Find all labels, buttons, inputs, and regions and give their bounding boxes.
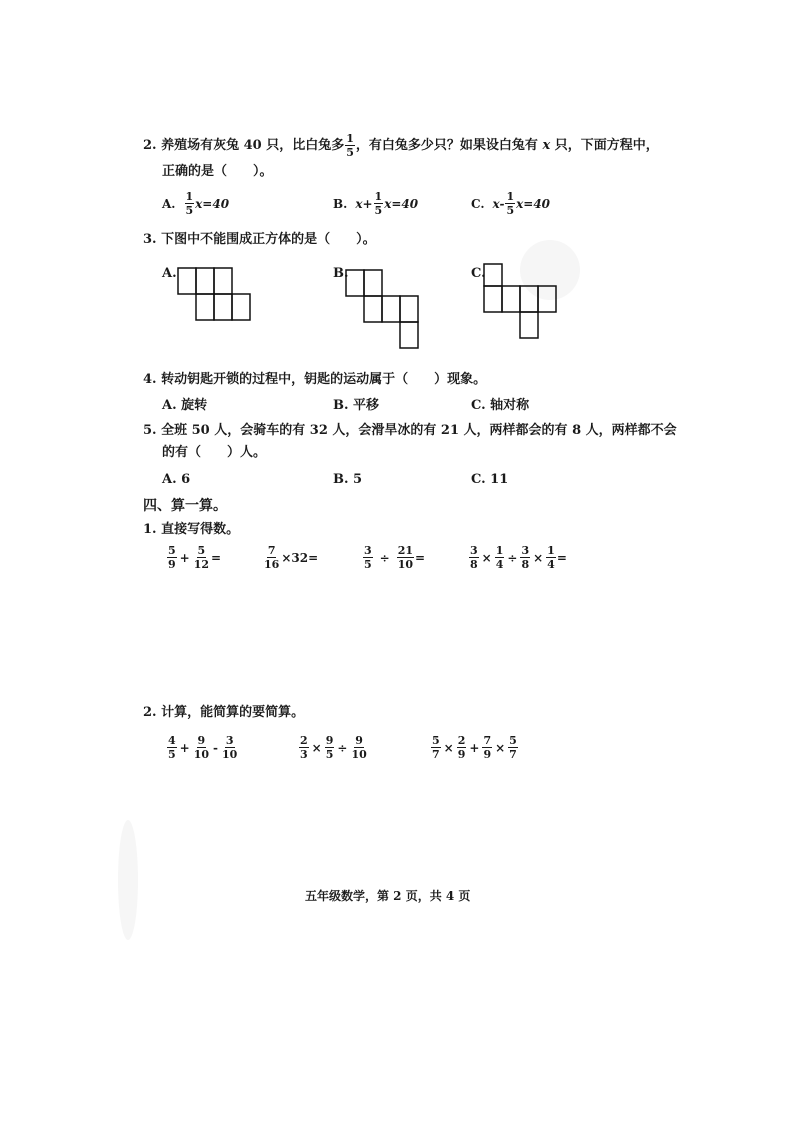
scan-smudge	[118, 820, 138, 940]
question-number: 4.	[143, 372, 157, 387]
direct-expr-2: $\frac{7}{16}$ ×32=	[264, 544, 319, 571]
subsection-1-title: 1. 直接写得数。	[143, 522, 240, 537]
q4-option-b[interactable]: B. 平移	[333, 398, 380, 413]
question-5-line1	[143, 421, 677, 441]
section-title: 四、算一算。	[143, 498, 227, 514]
calc-expr-2: $\frac{2}{3}$ × $\frac{9}{5}$ ÷ $\frac{9}{10}$	[300, 734, 367, 761]
question-4	[143, 370, 486, 390]
question-text: 只，下面方程中，	[554, 138, 659, 153]
question-5-line2: 的有（ ）人。	[162, 445, 267, 460]
question-text: 养殖场有灰兔 40 只，比白兔多	[161, 138, 345, 153]
question-2-line2: 正确的是（ ）。	[162, 164, 273, 179]
q4-option-c[interactable]: C. 轴对称	[471, 398, 530, 413]
q2-option-b[interactable]: B. x+ $\frac{1}{5}$ x=40	[333, 190, 419, 217]
q2-option-a[interactable]: A. $\frac{1}{5}$ x=40	[162, 190, 230, 217]
question-text: 转动钥匙开锁的过程中，钥匙的运动属于（ ）现象。	[161, 372, 487, 387]
subsection-2-title: 2. 计算，能简算的要简算。	[143, 705, 305, 720]
net-label-a: A.	[162, 266, 177, 281]
question-2-line1	[143, 132, 659, 159]
cube-net-c[interactable]	[482, 262, 562, 340]
question-3	[143, 230, 376, 250]
direct-expr-1: $\frac{5}{9}$ + $\frac{5}{12}$ =	[168, 544, 222, 571]
variable: x	[542, 138, 551, 153]
question-number: 5.	[143, 423, 157, 438]
q5-option-b[interactable]: B. 5	[333, 472, 363, 487]
question-number: 3.	[143, 232, 157, 247]
q5-option-a[interactable]: A. 6	[162, 472, 191, 487]
net-label-c: C.	[471, 266, 486, 281]
q5-option-c[interactable]: C. 11	[471, 472, 509, 487]
calc-expr-3: $\frac{5}{7}$ × $\frac{2}{9}$ + $\frac{7}{9}$ × $\frac{5}{7}$	[432, 734, 517, 761]
question-text: 下图中不能围成正方体的是（ ）。	[161, 232, 376, 247]
direct-expr-4: $\frac{3}{8}$ × $\frac{1}{4}$ ÷ $\frac{3}{8}$ × $\frac{1}{4}$ =	[470, 544, 567, 571]
page-footer: 五年级数学，第 2 页，共 4 页	[305, 889, 471, 903]
cube-net-b[interactable]	[344, 268, 422, 350]
q2-option-c[interactable]: C. x- $\frac{1}{5}$ x=40	[471, 190, 551, 217]
direct-expr-3: $\frac{3}{5}$ ÷ $\frac{21}{10}$ =	[364, 544, 426, 571]
q4-option-a[interactable]: A. 旋转	[162, 398, 208, 413]
cube-net-a[interactable]	[176, 266, 256, 322]
net-label-b: B.	[333, 266, 349, 281]
fraction: $\frac{1}{5}$	[346, 132, 354, 159]
question-number: 2.	[143, 138, 157, 153]
question-text: ，有白兔多少只？如果设白兔有	[355, 138, 538, 153]
question-text: 全班 50 人，会骑车的有 32 人，会滑旱冰的有 21 人，两样都会的有 8 人，两样都不会	[161, 423, 677, 438]
calc-expr-1: $\frac{4}{5}$ + $\frac{9}{10}$ - $\frac{3}{10}$	[168, 734, 238, 761]
